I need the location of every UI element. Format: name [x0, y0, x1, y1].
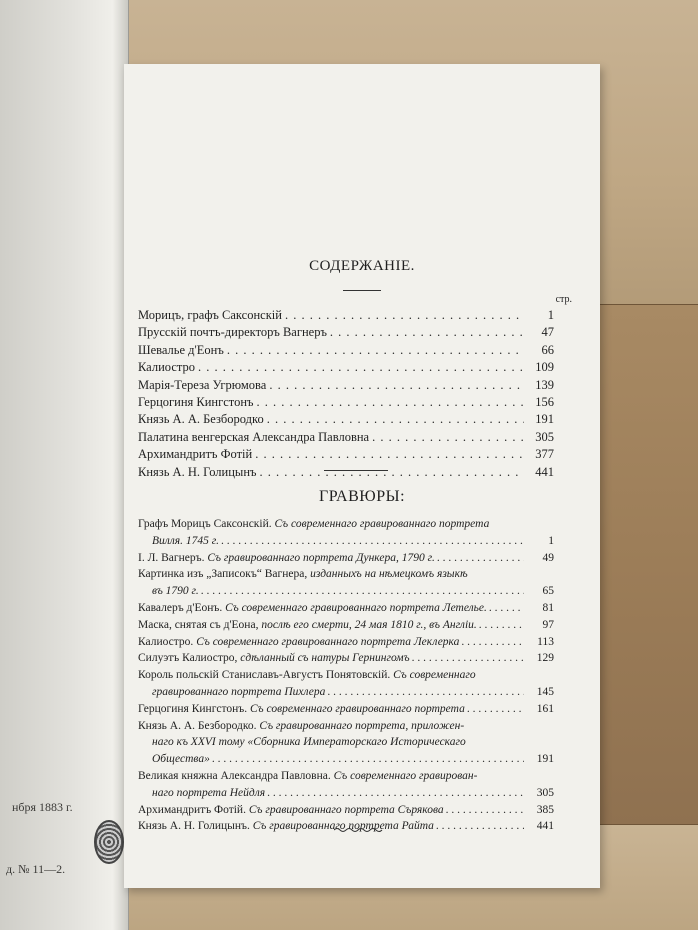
engraving-continuation: Вилля. 1745 г.: [152, 534, 219, 547]
leader-dots: [252, 447, 524, 462]
contents-entry: [138, 395, 554, 412]
engraving-name: Князь А. А. Безбородко.: [138, 719, 257, 732]
contents-entry: [138, 343, 554, 360]
contents-entry-page: 47: [541, 325, 554, 340]
engraving-continuation: гравированнаго портрета Пихлера: [152, 685, 326, 698]
contents-entry: [138, 412, 554, 429]
contents-entry-title: Шевалье д'Еонъ: [138, 342, 224, 357]
engraving-entry: [138, 617, 554, 634]
leader-dots: [219, 533, 524, 550]
engraving-name: Король польскій Станиславъ-Августъ Понятовскій.: [138, 669, 391, 682]
engraving-description: Съ современнаго: [393, 669, 476, 682]
leader-dots: [434, 818, 524, 835]
contents-entry: [138, 447, 554, 464]
engraving-entry: [138, 650, 554, 667]
contents-entry: [138, 465, 554, 482]
contents-heading: СОДЕРЖАНІЕ.: [309, 258, 415, 274]
engraving-description: Съ гравированнаго портрета Сърякова: [248, 803, 444, 816]
contents-entry-title: Калиостро: [138, 360, 195, 375]
engraving-description: Съ современнаго гравированнаго портрета: [250, 702, 465, 715]
engraving-description: Съ современнаго гравирован-: [333, 769, 478, 782]
ornament-divider: [334, 827, 384, 833]
leader-dots: [325, 684, 524, 701]
contents-entry-title: Князь А. А. Безбородко: [138, 412, 264, 427]
engraving-entry: [138, 667, 554, 701]
contents-list: [138, 308, 554, 482]
engraving-name: Архимандритъ Фотій.: [138, 803, 246, 816]
contents-entry: [138, 308, 554, 325]
engraving-continuation: въ 1790 г.: [152, 585, 199, 598]
engraving-description: Съ современнаго гравированнаго портрета Леклерка: [196, 635, 460, 648]
left-page-number: д. № 11—2.: [6, 862, 66, 876]
engraving-page: 441: [536, 820, 554, 833]
leader-dots: [465, 701, 524, 718]
contents-entry-page: 66: [541, 342, 554, 357]
engraving-entry: [138, 516, 554, 550]
contents-entry-title: Архимандритъ Фотій: [138, 447, 253, 462]
leader-dots: [254, 395, 525, 410]
heading-rule: [343, 290, 381, 291]
engraving-page: 145: [536, 685, 554, 698]
contents-entry-page: 305: [535, 429, 554, 444]
engraving-page: 129: [536, 652, 554, 665]
leader-dots: [282, 308, 524, 323]
engraving-name: Калиостро.: [138, 635, 194, 648]
engraving-entry: [138, 550, 554, 567]
leader-dots: [210, 751, 524, 768]
contents-entry-page: 156: [535, 394, 554, 409]
leader-dots: [477, 617, 524, 634]
leader-dots: [444, 802, 524, 819]
engraving-entry: [138, 701, 554, 718]
engravings-list: [138, 516, 554, 835]
engraving-page: 305: [536, 786, 554, 799]
engraving-name: Графъ Морицъ Саксонскій.: [138, 518, 272, 530]
engraving-entry: [138, 634, 554, 651]
leader-dots: [264, 412, 524, 427]
contents-entry-title: Герцогиня Кингстонъ: [138, 394, 254, 409]
contents-entry-page: 139: [535, 377, 554, 392]
book-page: [124, 64, 600, 888]
leader-dots: [265, 785, 524, 802]
page-column-label: стр.: [555, 294, 572, 305]
leader-dots: [459, 634, 524, 651]
leader-dots: [224, 343, 524, 358]
engraving-description: Съ гравированнаго портрета Дункера, 1790 г.: [207, 551, 435, 564]
engravings-heading: ГРАВЮРЫ:: [318, 488, 406, 505]
contents-entry-title: Князь А. Н. Голицынъ: [138, 464, 257, 479]
engraving-name: Князь А. Н. Голицынъ.: [138, 820, 250, 833]
leader-dots: [369, 430, 524, 445]
contents-entry-title: Марія-Тереза Угрюмова: [138, 377, 267, 392]
engraving-name: Силуэтъ Калиостро,: [138, 652, 238, 665]
engraving-name: Герцогиня Кингстонъ.: [138, 702, 248, 715]
engraving-description: послѣ его смерти, 24 мая 1810 г., въ Англіи.: [261, 618, 477, 631]
contents-entry-page: 441: [535, 464, 554, 479]
contents-entry: [138, 430, 554, 447]
engraving-name: Великая княжна Александра Павловна.: [138, 769, 331, 782]
contents-entry: [138, 360, 554, 377]
leader-dots: [256, 465, 524, 480]
engraving-name: Маска, снятая съ д'Еона,: [138, 618, 259, 631]
engraving-continuation: Общества»: [152, 753, 210, 766]
engraving-entry: [138, 600, 554, 617]
left-page-date: нбря 1883 г.: [12, 800, 73, 814]
contents-entry-title: Прусскій почтъ-директоръ Вагнеръ: [138, 325, 327, 340]
contents-entry: [138, 378, 554, 395]
contents-entry-title: Палатина венгерская Александра Павловна: [138, 429, 370, 444]
contents-entry: [138, 325, 554, 342]
engraving-name: І. Л. Вагнеръ.: [138, 551, 205, 564]
contents-entry-page: 377: [535, 447, 554, 462]
engraving-page: 161: [536, 702, 554, 715]
leader-dots: [266, 378, 524, 393]
section-rule: [324, 470, 388, 471]
engraving-description: изданныхъ на нѣмецкомъ языкѣ: [310, 568, 468, 581]
contents-entry-page: 191: [535, 412, 554, 427]
contents-entry-page: 1: [547, 308, 554, 322]
leader-dots: [435, 550, 524, 567]
contents-entry-page: 109: [535, 360, 554, 375]
engraving-name: Картинка изъ „Записокъ“ Вагнера,: [138, 568, 308, 581]
engraving-name: Кавалеръ д'Еонъ.: [138, 601, 223, 614]
leader-dots: [327, 325, 524, 340]
leader-dots: [410, 650, 524, 667]
engraving-page: 113: [537, 635, 554, 648]
contents-entry-title: Морицъ, графъ Саксонскій: [138, 308, 282, 322]
engraving-description: Съ современнаго гравированнаго портрета: [274, 518, 490, 530]
engraving-continuation: наго къ XXVI тому «Сборника Императорскаго Историческаго: [152, 736, 466, 749]
leader-dots: [199, 583, 524, 600]
engraving-page: 81: [542, 601, 554, 614]
engraving-page: 191: [536, 753, 554, 766]
engraving-entry: [138, 566, 554, 600]
engraving-entry: [138, 768, 554, 802]
engraving-description: Съ гравированнаго портрета, приложен-: [259, 719, 465, 732]
engraving-page: 385: [536, 803, 554, 816]
engraving-page: 97: [542, 618, 554, 631]
engraving-description: сдѣланный съ натуры Гернингомъ: [240, 652, 410, 665]
engraving-continuation: наго портрета Нейдля: [152, 786, 266, 799]
library-stamp: [94, 820, 124, 864]
leader-dots: [195, 360, 524, 375]
engraving-entry: [138, 802, 554, 819]
engraving-page: 1: [548, 534, 554, 547]
leader-dots: [487, 600, 524, 617]
engraving-page: 65: [542, 585, 554, 598]
engraving-entry: [138, 718, 554, 768]
engraving-page: 49: [542, 551, 554, 564]
engraving-description: Съ гравированнаго портрета Райта: [252, 820, 434, 833]
engraving-description: Съ современнаго гравированнаго портрета Летелье.: [225, 601, 487, 614]
left-page: [0, 0, 129, 930]
